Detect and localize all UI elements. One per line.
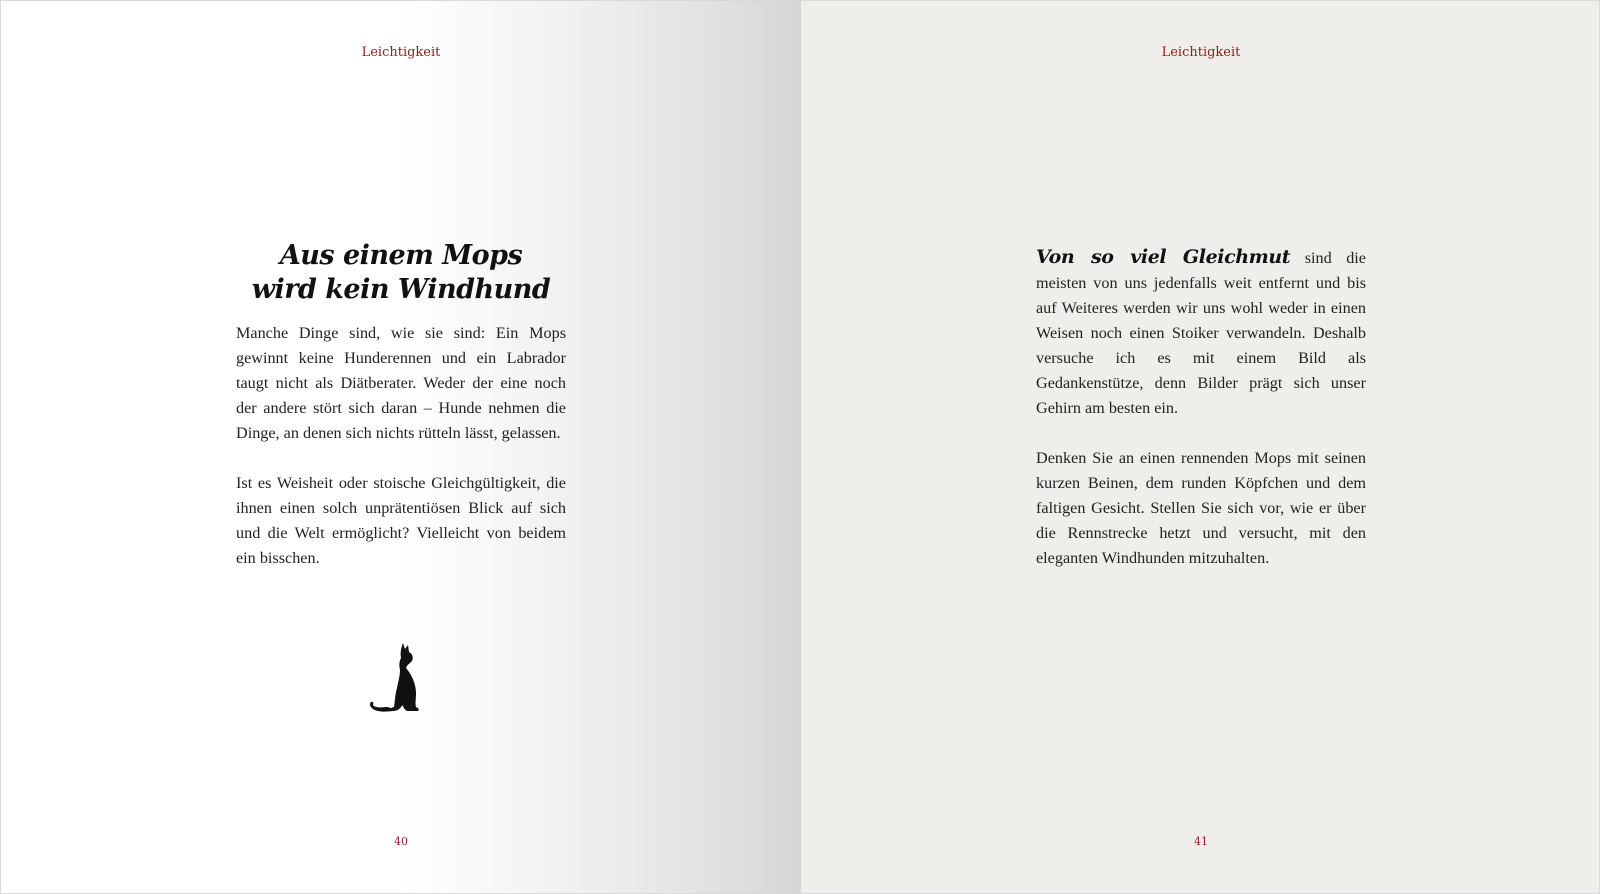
page-number-left: 40 [394,835,408,848]
right-page [801,1,1599,893]
paragraph: Ist es Weisheit oder stoische Gleichgültigkeit, die ihnen einen solch unprätentiösen Blick auf sich und die Welt ermöglicht? Vielleicht von beidem ein bisschen. [236,474,566,567]
paragraph [1036,245,1366,421]
paragraph: Denken Sie an einen rennenden Mops mit seinen kurzen Beinen, dem runden Köpfchen und dem faltigen Gesicht. Stellen Sie sich vor, wie er über die Rennstrecke hetzt und versucht, mit den eleganten Windhunden mitzuhalten. [1036,449,1366,567]
running-head-right: Leichtigkeit [1161,45,1241,60]
left-body-text [236,321,566,596]
headline-line-1: Aus einem Mops [279,240,523,271]
paragraph: Manche Dinge sind, wie sie sind: Ein Mops gewinnt keine Hunderennen und ein Labrador taugt nicht als Diätberater. Weder der eine noch der andere stört sich daran – Hunde nehmen die Dinge, an denen sich nichts rütteln lässt, gelassen. [236,324,566,442]
page-number-right: 41 [1194,835,1208,848]
lead-in-phrase: Von so viel Gleichmut [1036,246,1291,268]
cat-silhouette-icon [369,641,425,713]
left-page [1,1,801,893]
headline-line-2: wird kein Windhund [251,274,551,305]
paragraph-text: sind die meisten von uns jedenfalls weit entfernt und bis auf Weiteres werden wir uns wohl weder in einen Weisen noch einen Stoiker verwandeln. Deshalb versuche ich es mit einem Bild als Gedankenstütze, denn Bilder prägt sich unser Gehirn am besten ein. [1036,249,1366,417]
right-body-text [1036,245,1366,596]
running-head-left: Leichtigkeit [361,45,441,60]
chapter-headline [236,239,566,307]
